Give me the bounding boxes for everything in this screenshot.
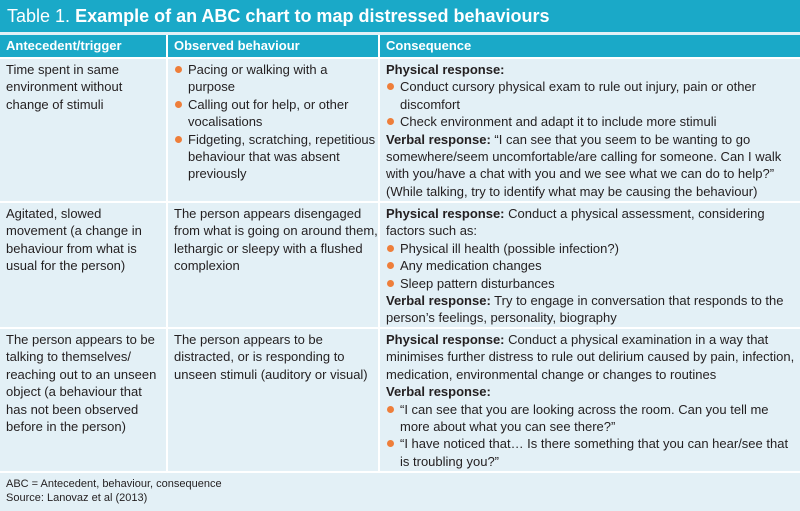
physical-response-heading: Physical response: <box>386 332 505 347</box>
row-3-consequence <box>380 331 798 470</box>
list-item: Physical ill health (possible infection?) <box>386 240 798 257</box>
header-behaviour: Observed behaviour <box>168 35 378 57</box>
row-1-antecedent <box>0 61 164 113</box>
physical-response-text: Conduct a physical assessment, considering factors such as: <box>386 206 765 239</box>
abbreviation-note: ABC = Antecedent, behaviour, consequence <box>6 478 222 490</box>
header-antecedent: Antecedent/trigger <box>0 35 166 57</box>
verbal-response-text: “I can see that you seem to be wanting to go somewhere/seem uncomfortable/are calling for someone. Can I walk with you/have a chat with you and we see what we can do to help?” (While talking, try to identify what may be causing the behaviour) <box>386 131 782 199</box>
antecedent-text: The person appears to be talking to themselves/ reaching out to an unseen object (a behaviour that has not been observed before in the person) <box>6 332 157 435</box>
list-item: “I can see that you are looking across the room. Can you tell me more about what you can see there?” <box>386 401 798 436</box>
row-divider <box>0 471 800 473</box>
antecedent-text: Agitated, slowed movement (a change in behaviour from what is usual for the person) <box>6 206 142 274</box>
row-3-behaviour <box>168 331 378 383</box>
list-item: Conduct cursory physical exam to rule out injury, pain or other discomfort <box>386 78 798 113</box>
bullet-icon <box>387 406 394 413</box>
row-1-consequence <box>380 61 798 200</box>
list-item: Check environment and adapt it to include more stimuli <box>386 113 798 130</box>
row-divider <box>0 327 800 329</box>
list-item: Sleep pattern disturbances <box>386 275 798 292</box>
list-item: “I have noticed that… Is there something that you can hear/see that is troubling you?” <box>386 435 798 470</box>
table-label: Table 1. <box>7 6 71 26</box>
table-title-text: Example of an ABC chart to map distressed behaviours <box>75 6 550 26</box>
bullet-icon <box>387 245 394 252</box>
list-item: Calling out for help, or other vocalisations <box>174 96 378 131</box>
bullet-icon <box>387 83 394 90</box>
row-2-antecedent <box>0 205 164 275</box>
table-footer <box>6 477 222 505</box>
behaviour-text: The person appears disengaged from what is going on around them, lethargic or sleepy with a flushed complexion <box>174 206 378 274</box>
table-title <box>0 0 800 32</box>
bullet-icon <box>387 280 394 287</box>
bullet-icon <box>387 262 394 269</box>
source-note: Source: Lanovaz et al (2013) <box>6 492 148 504</box>
physical-response-heading: Physical response: <box>386 206 505 221</box>
behaviour-text: The person appears to be distracted, or is responding to unseen stimuli (auditory or visual) <box>174 332 368 382</box>
row-divider <box>0 57 800 59</box>
header-consequence: Consequence <box>380 35 800 57</box>
bullet-icon <box>175 66 182 73</box>
bullet-icon <box>175 136 182 143</box>
physical-response-heading: Physical response: <box>386 62 505 77</box>
list-item: Pacing or walking with a purpose <box>174 61 378 96</box>
list-item: Fidgeting, scratching, repetitious behaviour that was absent previously <box>174 131 378 183</box>
bullet-icon <box>387 118 394 125</box>
list-item: Any medication changes <box>386 257 798 274</box>
verbal-response-heading: Verbal response: <box>386 131 491 147</box>
bullet-icon <box>387 440 394 447</box>
verbal-response-text: Try to engage in conversation that responds to the person’s feelings, personality, biography <box>386 293 784 326</box>
row-1-behaviour <box>168 61 378 183</box>
verbal-response-heading: Verbal response: <box>386 384 491 400</box>
bullet-icon <box>175 101 182 108</box>
row-2-behaviour <box>168 205 378 275</box>
antecedent-text: Time spent in same environment without change of stimuli <box>6 62 123 112</box>
row-2-consequence <box>380 205 798 327</box>
verbal-response-heading: Verbal response: <box>386 293 491 309</box>
row-divider <box>0 201 800 203</box>
physical-response-text: Conduct a physical examination in a way that minimises further distress to rule out delirium caused by pain, infection, medication, environmental change or changes to routines <box>386 332 795 382</box>
row-3-antecedent <box>0 331 164 435</box>
